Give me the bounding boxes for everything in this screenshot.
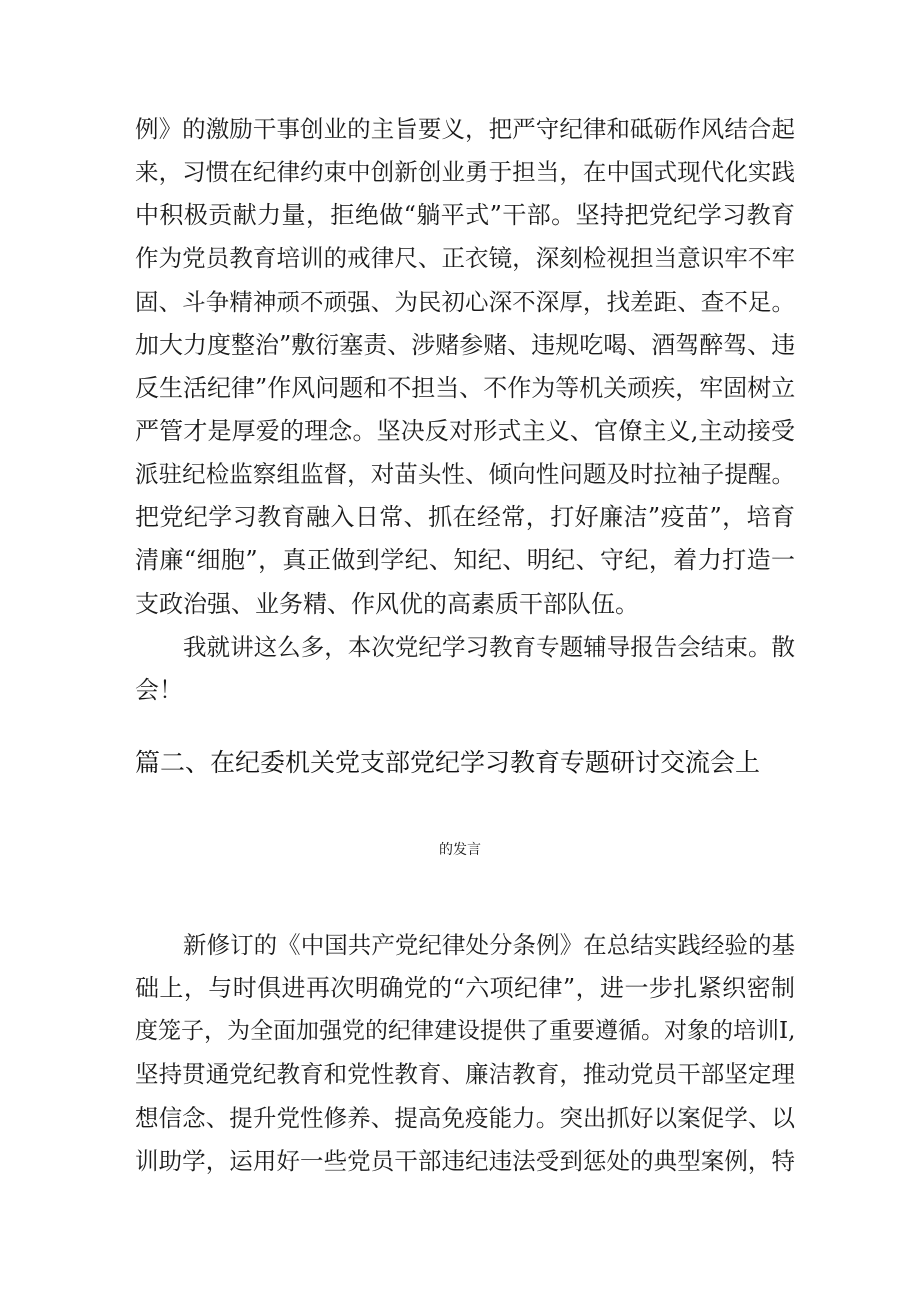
text-line: 中积极贡献力量，拒绝做“躺平式”干部。坚持把党纪学习教育 (135, 201, 795, 229)
text-line: 加大力度整治”敷衍塞责、涉赌参赌、违规吃喝、酒驾醉驾、违 (135, 331, 796, 359)
text-line: 派驻纪检监察组监督，对苗头性、倾向性问题及时拉袖子提醒。 (135, 460, 795, 488)
text-line: 训助学，运用好一些党员干部违纪违法受到惩处的典型案例，特 (135, 1147, 795, 1175)
text-line: 度笼子，为全面加强党的纪律建设提供了重要遵循。对象的培训I, (135, 1018, 796, 1044)
section-heading-line2: 的发言 (439, 842, 481, 858)
text-line: 会！ (135, 676, 183, 704)
text-line: 来，习惯在纪律约束中创新创业勇于担当，在中国式现代化实践 (135, 158, 795, 186)
text-line: 我就讲这么多，本次党纪学习教育专题辅导报告会结束。散 (183, 633, 795, 661)
text-line: 反生活纪律”作风问题和不担当、不作为等机关顽疾，牢固树立 (135, 374, 796, 402)
text-line: 支政治强、业务精、作风优的高素质干部队伍。 (135, 590, 639, 618)
text-line: 例》的激励干事创业的主旨要义，把严守纪律和砥砺作风结合起 (135, 115, 795, 143)
text-line: 作为党员教育培训的戒律尺、正衣镜，深刻检视担当意识牢不牢 (135, 244, 795, 272)
text-line: 把党纪学习教育融入日常、抓在经常，打好廉洁”疫苗”，培育 (135, 503, 795, 531)
text-line: 础上，与时俱进再次明确党的“六项纪律”，进一步扎紧织密制 (135, 974, 795, 1002)
text-line: 清廉“细胞”，真正做到学纪、知纪、明纪、守纪，着力打造一 (135, 546, 795, 574)
text-line: 新修订的《中国共产党纪律处分条例》在总结实践经验的基 (183, 931, 795, 959)
text-line: 想信念、提升党性修养、提高免疫能力。突出抓好以案促学、以 (135, 1104, 795, 1132)
text-line: 坚持贯通党纪教育和党性教育、廉洁教育，推动党员干部坚定理 (135, 1060, 795, 1088)
text-line: 固、斗争精神顽不顽强、为民初心深不深厚，找差距、查不足。 (135, 288, 795, 316)
text-line: 严管才是厚爱的理念。坚决反对形式主义、官僚主义,主动接受 (135, 417, 795, 445)
section-heading-line1: 篇二、在纪委机关党支部党纪学习教育专题研讨交流会上 (135, 748, 761, 777)
